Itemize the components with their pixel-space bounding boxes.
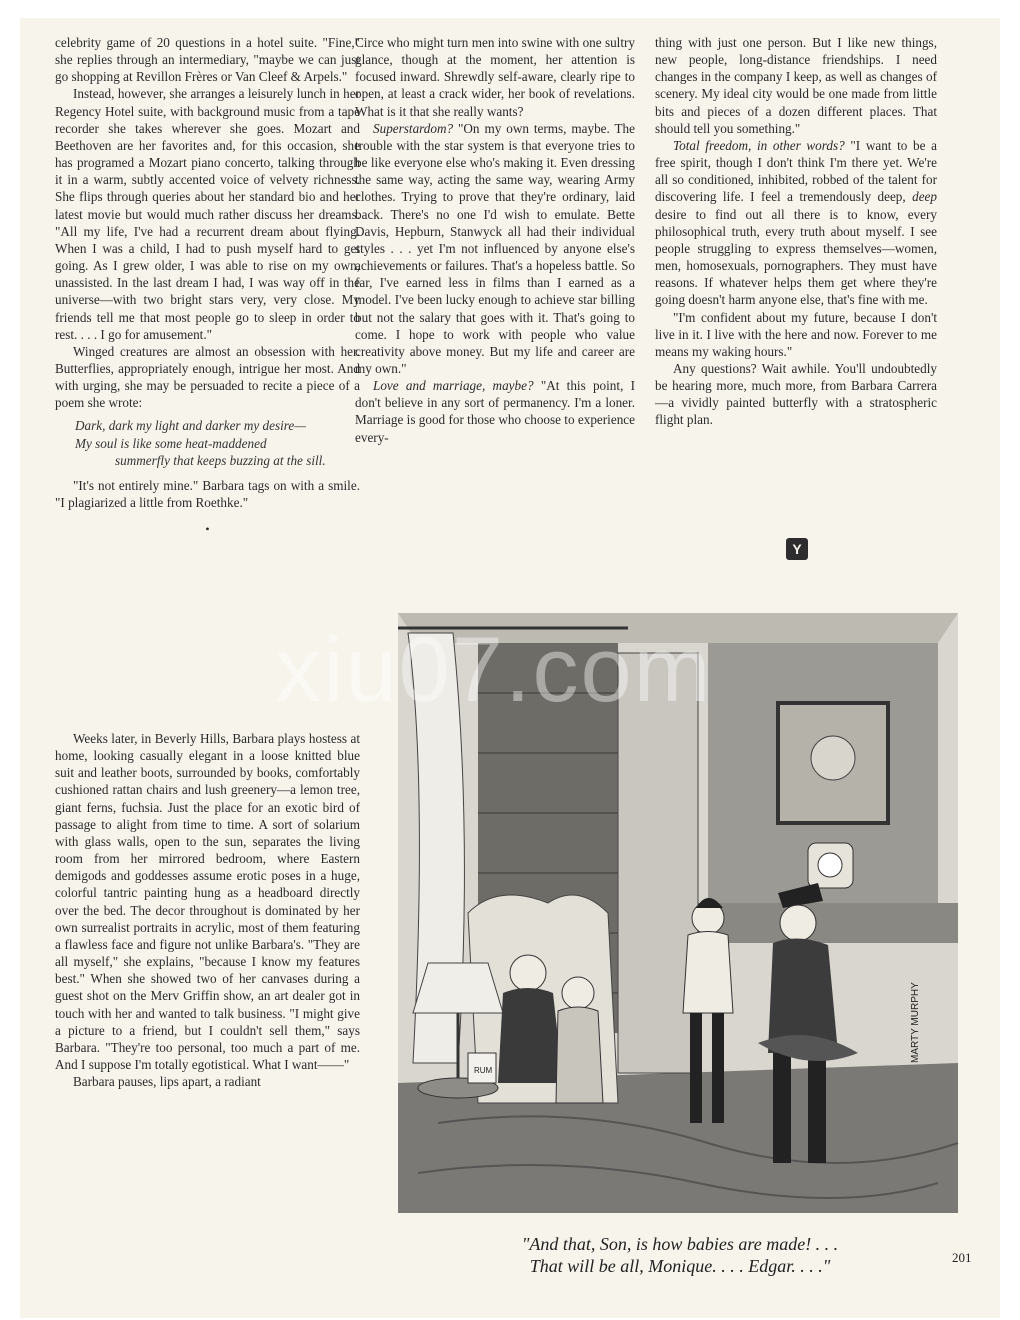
paragraph <box>355 120 635 377</box>
paragraph: Instead, however, she arranges a leisurely lunch in her Regency Hotel suite, with background music from a tape recorder she takes wherever she goes. Mozart and Beethoven are her favorites and, for this occasion, she has programed a Mozart piano concerto, talking through it in a warm, subtly accented voice of velvety richness. She flips through queries about her standard bio and her latest movie but would much rather discuss her dreams. "All my life, I've had a recurrent dream about flying. When I was a child, I had to push myself hard to get going. As I grew older, I was able to rise on my own, unassisted. In the last dream I had, I was way off in the universe—with two bright stars very, very close. My friends tell me that most people go to sleep in order to rest. . . . I go for amusement." <box>55 86 360 342</box>
text-column-2 <box>355 34 635 446</box>
caption-line: That will be all, Monique. . . . Edgar. . . ." <box>529 1256 831 1276</box>
text-column-1 <box>55 34 360 544</box>
paragraph: celebrity game of 20 questions in a hotel suite. "Fine," she replies through an intermediary, "maybe we can just go shopping at Revillon Frères or Van Cleef & Arpels." <box>55 35 360 85</box>
answer-text: "I want to be a free spirit, though I don't think I'm there yet. We're all so conditioned, inhibited, robbed of the talent for discovering life. I feel a tremendously deep, <box>655 137 938 205</box>
section-bullet: • <box>205 522 210 537</box>
paragraph: Winged creatures are almost an obsession with her. Butterflies, appropriately enough, intrigue her most. And with urging, she may be persuaded to recite a piece of a poem she wrote: <box>55 343 360 411</box>
paragraph: Any questions? Wait awhile. You'll undoubtedly be hearing more, much more, from Barbara Carrera—a vividly painted butterfly with a stratospheric flight plan. <box>655 360 937 428</box>
answer-text: "At this point, I don't believe in any sort of permanency. I'm a loner. Marriage is good for those who choose to experience every- <box>355 378 636 445</box>
question-lead: Total freedom, in other words? <box>673 137 845 153</box>
watermark-text: xiu07.com <box>275 619 713 721</box>
paragraph: "I'm confident about my future, because I don't live in it. I live with the here and now. Forever to me means my waking hours." <box>655 309 937 359</box>
cartoon-caption <box>440 1233 920 1277</box>
page-number: 201 <box>952 1250 972 1265</box>
paragraph <box>355 377 635 446</box>
text-column-3 <box>655 34 937 429</box>
paragraph: "It's not entirely mine." Barbara tags on with a smile. "I plagiarized a little from Roethke." <box>55 477 360 511</box>
paragraph <box>655 137 937 309</box>
rabbit-end-mark-icon: Y <box>786 538 808 560</box>
cartoon-illustration <box>378 583 978 1223</box>
poem-line: Dark, dark my light and darker my desire— <box>75 418 306 434</box>
mantel-clock <box>808 843 853 888</box>
question-lead: Love and marriage, maybe? <box>373 378 534 394</box>
poem-line: summerfly that keeps buzzing at the sill. <box>115 452 326 468</box>
caption-line: "And that, Son, is how babies are made! . . . <box>521 1234 839 1254</box>
paragraph: thing with just one person. But I like new things, new people, long-distance friendships. I need changes in the company I keep, as well as changes of scenery. My ideal city would be one made from little bits and pieces of a dozen different places. That should tell you something." <box>655 35 937 136</box>
framed-portrait <box>778 703 888 823</box>
artist-signature: MARTY MURPHY <box>910 982 921 1063</box>
paragraph: Weeks later, in Beverly Hills, Barbara plays hostess at home, looking casually elegant in a loose knitted blue suit and leather boots, surrounded by books, comfortably cushioned rattan chairs and lush greenery—a lemon tree, giant ferns, fuchsia. Just the place for an exotic bird of passage to alight from time to time. A sort of solarium with glass walls, open to the sun, separates the living room from her mirrored bedroom, where Eastern demigods and goddesses assume erotic poses in a huge, colorful tantric painting hung as a headboard directly over the bed. The decor throughout is dominated by her own surrealist portraits in acrylic, most of them featuring a flawless face and figure not unlike Barbara's. "They are all myself," she explains, "because I know my features best." When she showed two of her canvases during a guest shot on the Merv Griffin show, an art dealer got in touch with her and wanted to talk business. "I might give a picture to a friend, but I couldn't sell them," says Barbara. "They're too personal, too much a part of me. And I suppose I'm totally egotistical. What I want——" <box>55 731 360 1072</box>
decanter <box>468 1053 496 1083</box>
paragraph: Barbara pauses, lips apart, a radiant <box>73 1074 261 1090</box>
paragraph: Circe who might turn men into swine with one sultry glance, though at the moment, her attention is focused inward. Shrewdly self-aware, clearly ripe to open, at least a crack wider, her book of revelations. What is it that she really wants? <box>355 35 635 119</box>
magazine-page <box>20 18 1000 1318</box>
poem-excerpt <box>75 417 360 468</box>
poem-line: My soul is like some heat-maddened <box>75 435 267 451</box>
answer-text: "On my own terms, maybe. The trouble with the star system is that everyone tries to be like everyone else who's making it. Even dressing the same way, acting the same way, wearing Army clothes. Trying to prove that they're ordinary, laid back. There's no one I'd wish to emulate. Bette Davis, Hepburn, Stanwyck all had their individual styles . . . yet I'm not influenced by anyone else's achievements or failures. That's a hopeless battle. So far, I've earned less in films than I earned as a model. I've been lucky enough to achieve star billing but not the salary that goes with it. That's going to come. I hope to work with people who value creativity above money. But my life and career are my own." <box>355 120 635 376</box>
question-lead: Superstardom? <box>373 120 454 136</box>
answer-text: desire to find out all there is to know, every philosophical truth, every truth about myself. I see people struggling to express themselves—women, men, homosexuals, pornographers. They must have reasons. If whatever helps them get where they're going doesn't harm anyone else, that's fine with me. <box>655 206 937 308</box>
emphasis: deep <box>912 189 937 205</box>
text-column-1-lower <box>55 730 360 1090</box>
bottle-label: RUM <box>474 1066 493 1075</box>
